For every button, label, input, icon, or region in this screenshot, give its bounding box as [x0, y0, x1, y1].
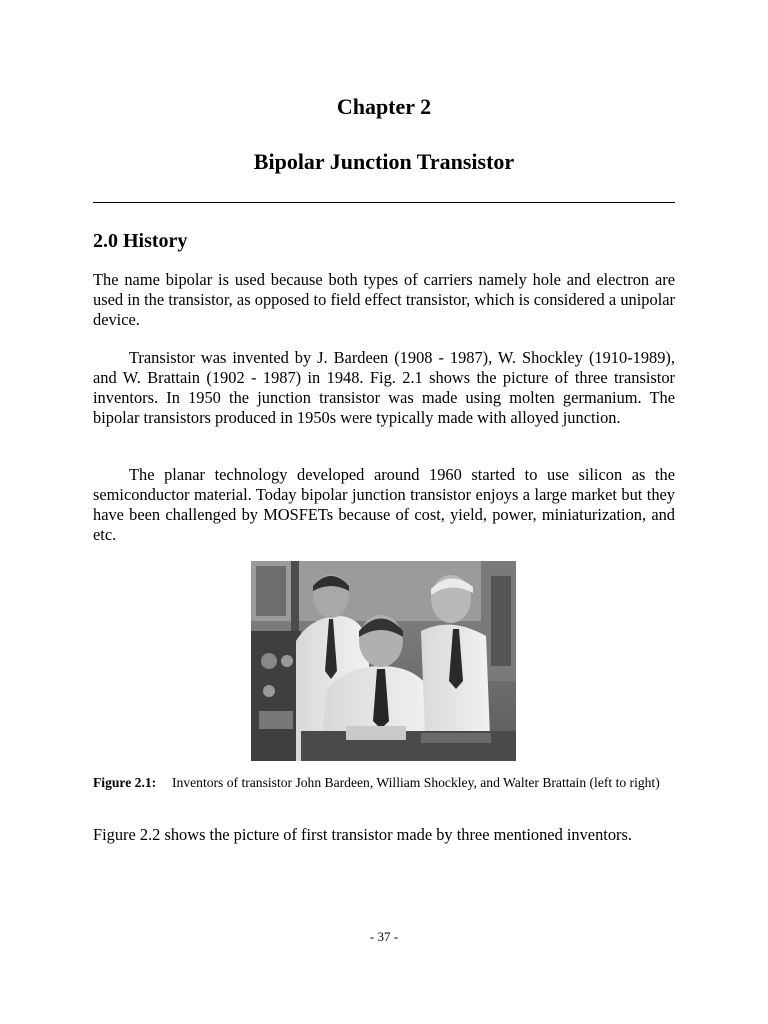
chapter-title: Bipolar Junction Transistor: [253, 149, 515, 174]
paragraph: The name bipolar is used because both types of carriers namely hole and electron are used in the transistor, as opposed to field effect transistor, which is considered a unipolar device.: [93, 270, 675, 329]
page-number: - 37 -: [369, 929, 399, 944]
title-rule: [93, 202, 675, 203]
inventors-photo: [251, 561, 516, 761]
paragraph: Transistor was invented by J. Bardeen (1908 - 1987), W. Shockley (1910-1989), and W. Brattain (1902 - 1987) in 1948. Fig. 2.1 shows the picture of three transistor inventors. In 1950 the junction transistor was made using molten germanium. The bipolar transistors produced in 1950s were typically made with alloyed junction.: [93, 348, 675, 427]
paragraph: Figure 2.2 shows the picture of first transistor made by three mentioned inventors.: [93, 825, 632, 844]
chapter-label: Chapter 2: [336, 94, 432, 119]
figure-caption-text: Inventors of transistor John Bardeen, William Shockley, and Walter Brattain (left to right): [172, 775, 660, 790]
section-heading: 2.0 History: [93, 230, 188, 252]
paragraph: The planar technology developed around 1960 started to use silicon as the semiconductor material. Today bipolar junction transistor enjoys a large market but they have been challenged by MOSFETs because of cost, yield, power, miniaturization, and etc.: [93, 465, 675, 544]
figure-label: Figure 2.1:: [93, 775, 157, 790]
